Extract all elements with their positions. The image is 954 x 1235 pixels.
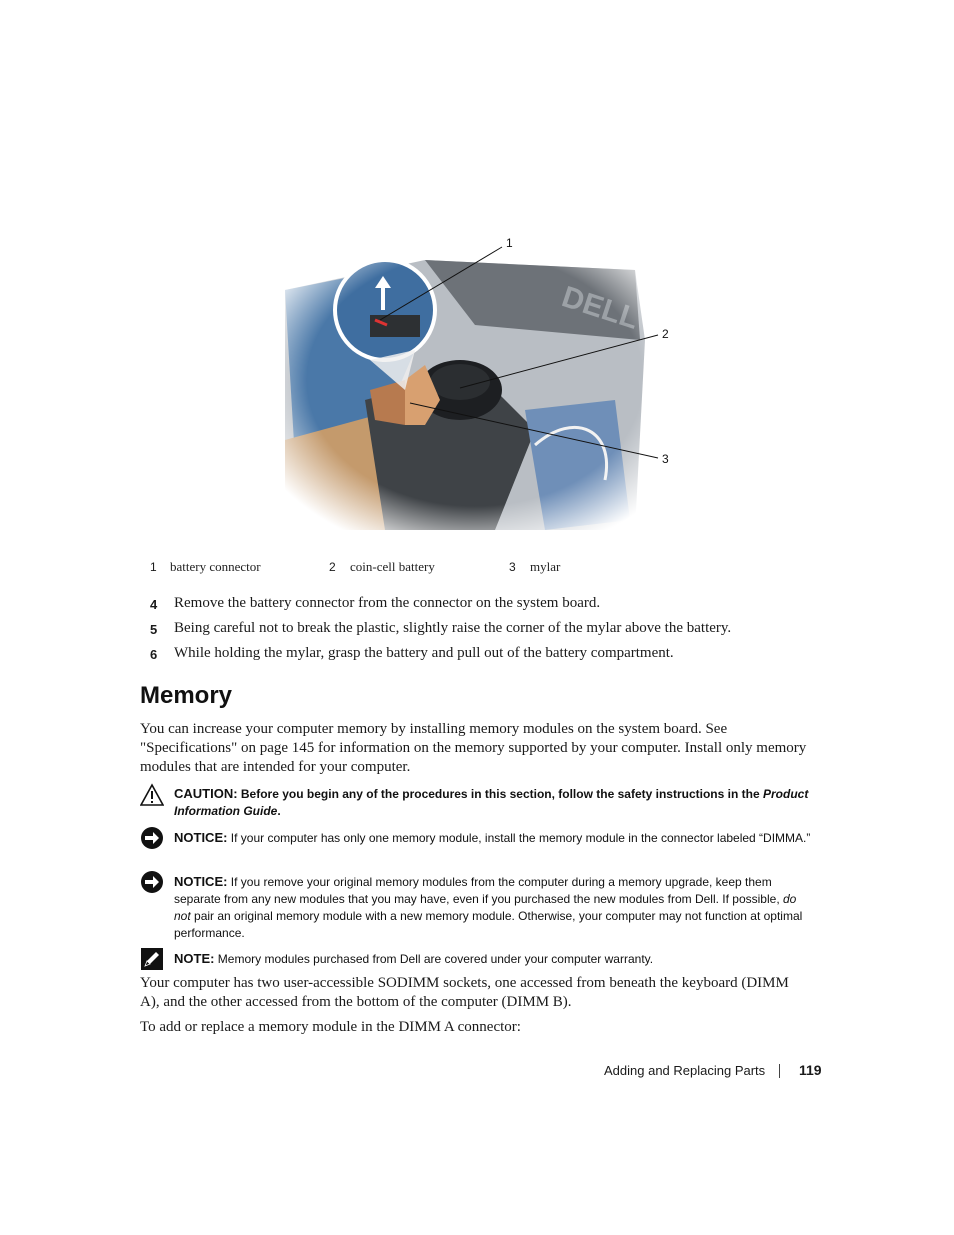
legend-label-coin-cell-battery: coin-cell battery	[350, 559, 435, 574]
caution-text: Before you begin any of the procedures in this section, follow the safety instructions in the	[240, 787, 760, 801]
legend-label-mylar: mylar	[530, 559, 561, 574]
callout-2: 2	[662, 327, 669, 341]
note-label: NOTE:	[174, 951, 215, 966]
caution-note	[174, 785, 814, 820]
caution-guide-title: Product Information Guide	[174, 787, 809, 818]
caution-triangle-icon	[140, 783, 164, 807]
note-text: Memory modules purchased from Dell are covered under your computer warranty.	[217, 952, 654, 966]
note-warranty	[174, 950, 814, 968]
legend-label-battery-connector: battery connector	[170, 559, 261, 574]
notice-icon	[140, 870, 164, 894]
caution-label: CAUTION:	[174, 786, 238, 801]
step-number: 5	[150, 622, 158, 637]
legend-num-2: 2	[329, 560, 336, 574]
step-text: Being careful not to break the plastic, slightly raise the corner of the mylar above the battery.	[174, 620, 732, 636]
memory-intro-paragraph: You can increase your computer memory by installing memory modules on the system board. See "Specifications" on page 145 for information on the memory supported by your computer. Install only memory modules that are intended for your computer.	[140, 721, 807, 775]
note-pencil-icon	[140, 947, 164, 971]
notice-text: If your computer has only one memory module, install the memory module in the connector labeled “DIMMA.”	[230, 831, 811, 845]
step-number: 4	[150, 597, 158, 612]
footer-section-title: Adding and Replacing Parts	[604, 1063, 766, 1078]
section-heading: Memory	[140, 682, 233, 709]
callout-3: 3	[662, 452, 669, 466]
notice-label: NOTICE:	[174, 830, 228, 845]
caution-end: .	[277, 804, 281, 818]
footer-divider	[779, 1064, 780, 1078]
notice-single-module	[174, 829, 814, 847]
notice-icon	[140, 826, 164, 850]
step-text: While holding the mylar, grasp the battery and pull out of the battery compartment.	[174, 645, 674, 661]
dimm-a-instruction-paragraph: To add or replace a memory module in the DIMM A connector:	[140, 1019, 521, 1035]
step-number: 6	[150, 647, 158, 662]
notice-text-a: If you remove your original memory modules from the computer during a memory upgrade, keep them separate from any new modules that you may have, even if you purchased the new modules from Dell. If possible,	[174, 875, 780, 906]
legend-num-1: 1	[150, 560, 157, 574]
sodimm-sockets-paragraph: Your computer has two user-accessible SODIMM sockets, one accessed from beneath the keyboard (DIMM A), and the other accessed from the bottom of the computer (DIMM B).	[140, 975, 789, 1010]
callout-1: 1	[506, 236, 513, 250]
notice-label: NOTICE:	[174, 874, 228, 889]
legend-num-3: 3	[509, 560, 516, 574]
notice-emphasis: do not	[174, 892, 797, 923]
notice-module-separation	[174, 873, 814, 942]
notice-text-b: pair an original memory module with a new memory module. Otherwise, your computer may not function at optimal performance.	[174, 909, 803, 940]
step-text: Remove the battery connector from the connector on the system board.	[174, 595, 601, 611]
page-number: 119	[799, 1062, 822, 1078]
battery-removal-illustration	[275, 230, 675, 530]
